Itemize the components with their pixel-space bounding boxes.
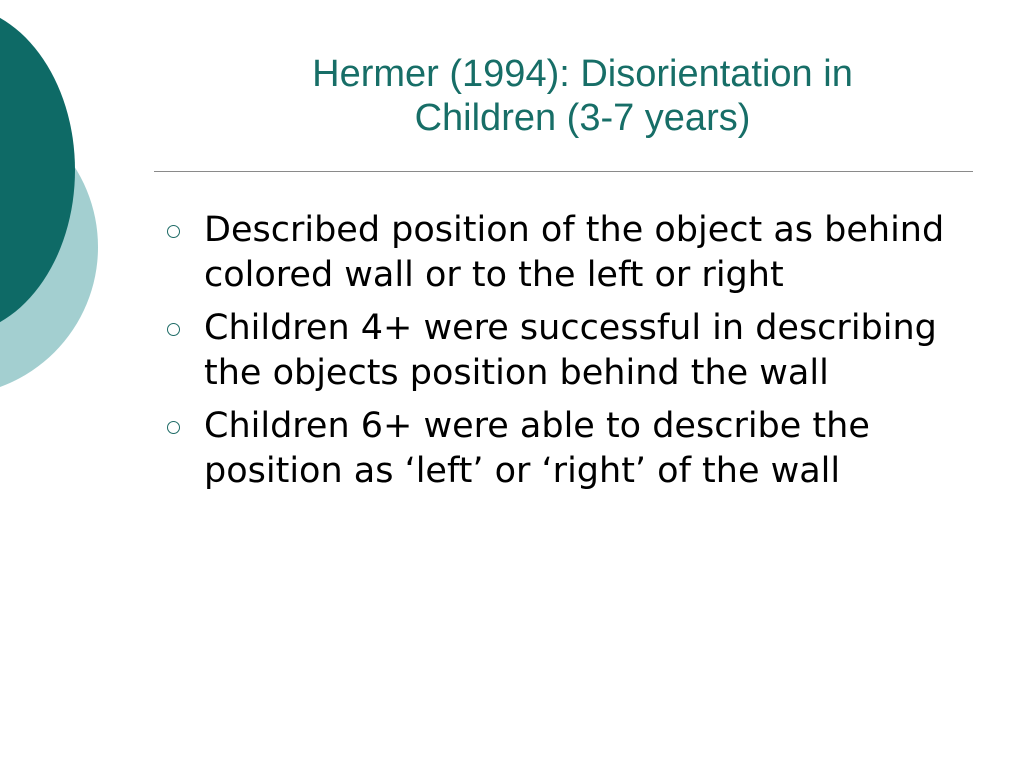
hollow-circle-icon	[167, 421, 180, 434]
slide-title-line-2: Children (3-7 years)	[414, 97, 751, 139]
bullet-item	[160, 306, 960, 396]
bullet-text: Children 6+ were able to describe the position as ‘left’ or ‘right’ of the wall	[204, 406, 870, 491]
bullet-item	[160, 404, 960, 494]
hollow-circle-icon	[167, 225, 180, 238]
title-divider	[154, 171, 973, 172]
bullet-text: Described position of the object as behind colored wall or to the left or right	[204, 210, 945, 295]
bullet-text: Children 4+ were successful in describing the objects position behind the wall	[204, 308, 937, 393]
bullet-list	[160, 208, 960, 502]
hollow-circle-icon	[167, 323, 180, 336]
slide-title	[185, 52, 980, 140]
slide-title-line-1: Hermer (1994): Disorientation in	[312, 53, 853, 95]
bullet-item	[160, 208, 960, 298]
